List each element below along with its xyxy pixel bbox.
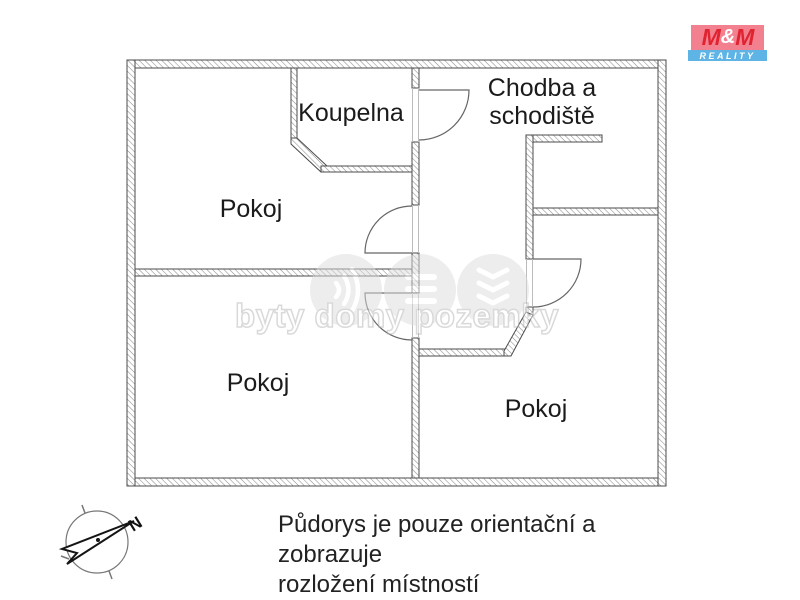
wall-stair-top: [526, 135, 602, 142]
compass-north-label: N: [125, 512, 146, 536]
door-bathroom: [419, 90, 469, 140]
logo-ampersand: &: [720, 26, 735, 48]
wall-bathroom-left: [291, 68, 297, 138]
logo-letter-m2: M: [735, 24, 754, 50]
door-room-top-left: [365, 206, 412, 253]
room-label-chodba-line1: Chodba a: [487, 74, 597, 102]
wall-bathroom-bottom: [321, 166, 412, 172]
wall-outer-right: [658, 60, 666, 486]
room-label-pokoj-top-left: Pokoj: [219, 195, 283, 223]
disclaimer-line1: Půdorys je pouze orientační a zobrazuje: [278, 511, 596, 568]
logo-letter-m1: M: [701, 24, 720, 50]
wall-central-seg4: [412, 338, 419, 478]
room-label-koupelna: Koupelna: [298, 99, 404, 127]
watermark: [235, 254, 559, 334]
logo-reality-text: REALITY: [699, 50, 756, 61]
wall-outer-left: [127, 60, 135, 486]
disclaimer-line2: rozložení místností: [278, 571, 480, 598]
room-label-pokoj-bottom-left: Pokoj: [226, 369, 290, 397]
watermark-text: byty domy pozemky: [235, 297, 559, 334]
wall-right-vertical: [526, 135, 533, 259]
wall-outer-top: [127, 60, 666, 68]
room-label-pokoj-bottom-right: Pokoj: [504, 395, 568, 423]
compass: [61, 505, 146, 579]
wall-central-seg2: [412, 142, 419, 205]
wall-right-mid: [526, 208, 658, 215]
mm-reality-logo: [688, 25, 767, 61]
wall-central-seg1: [412, 68, 419, 88]
wall-outer-bottom: [127, 478, 666, 486]
room-label-chodba-line2: schodiště: [489, 102, 595, 130]
compass-center-dot: [96, 538, 100, 542]
logo-reality-bar: [688, 50, 767, 61]
logo-brand-box: [691, 25, 764, 50]
disclaimer-caption: [278, 510, 698, 600]
wall-corridor-end: [419, 349, 507, 356]
